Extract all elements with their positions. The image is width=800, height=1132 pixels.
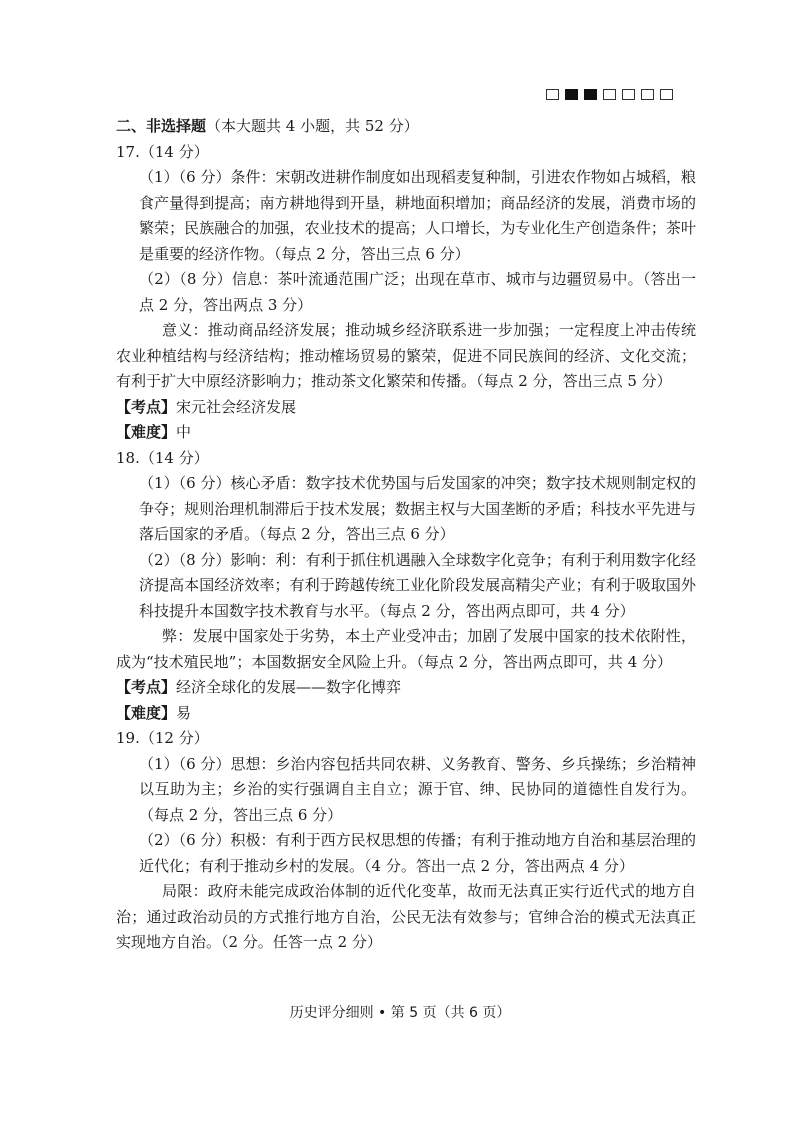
exam-point-label: 【考点】 — [116, 397, 177, 416]
question-18-part-1: （1）（6 分）核心矛盾：数字技术优势国与后发国家的冲突；数字技术规则制定权的争夺；规则治理机制滞后于技术发展；数据主权与大国垄断的矛盾；科技水平先进与落后国家的矛盾。（每点 2 分，答出三点 6 分） — [139, 474, 696, 543]
question-19-part-1: （1）（6 分）思想：乡治内容包括共同农耕、义务教育、警务、乡兵操练；乡治精神以互助为主；乡治的实行强调自主自立；源于官、绅、民协同的道德性自发行为。（每点 2 分，答出三点 6 分） — [139, 754, 696, 824]
page-position-marks — [546, 89, 673, 100]
section-title: 二、非选择题 — [116, 117, 207, 135]
position-mark — [622, 89, 635, 100]
question-17-part-2: （2）（8 分）信息：茶叶流通范围广泛；出现在草市、城市与边疆贸易中。（答出一点 2 分，答出两点 3 分） — [139, 270, 696, 314]
question-17-number: 17.（14 分） — [116, 142, 209, 161]
difficulty-label: 【难度】 — [116, 703, 177, 722]
exam-point-value: 经济全球化的发展——数字化博弈 — [176, 678, 402, 696]
section-heading — [116, 114, 696, 140]
question-18-disadvantages: 弊：发展中国家处于劣势，本土产业受冲击；加剧了发展中国家的技术依附性，成为“技术殖民地”；本国数据安全风险上升。（每点 2 分，答出两点即可，共 4 分） — [116, 627, 696, 671]
exam-point-label: 【考点】 — [116, 678, 177, 696]
question-18-difficulty — [116, 701, 696, 727]
question-18-exam-point — [116, 675, 696, 701]
question-19-number: 19.（12 分） — [116, 729, 209, 747]
section-note: （本大题共 4 小题，共 52 分） — [206, 117, 419, 135]
question-19-part-2: （2）（6 分）积极：有利于西方民权思想的传播；有利于推动地方自治和基层治理的近代化；有利于推动乡村的发展。（4 分。答出一点 2 分，答出两点 4 分） — [139, 831, 696, 875]
position-mark — [660, 89, 673, 100]
question-17-part-1: （1）（6 分）条件：宋朝改进耕作制度如出现稻麦复种制，引进农作物如占城稻，粮食产量得到提高；南方耕地得到开垦，耕地面积增加；商品经济的发展，消费市场的繁荣；民族融合的加强，农业技术的提高；人口增长，为专业化生产创造条件；茶叶是重要的经济作物。（每点 2 分，答出三点 6 分） — [139, 168, 696, 263]
difficulty-value: 中 — [176, 423, 192, 441]
question-17-exam-point — [116, 395, 696, 421]
question-19-limitations: 局限：政府未能完成政治体制的近代化变革，故而无法真正实行近代式的地方自治；通过政治动员的方式推行地方自治，公民无法有效参与；官绅合治的模式无法真正实现地方自治。（2 分。任答一点 2 分） — [116, 882, 696, 951]
question-17-significance: 意义：推动商品经济发展；推动城乡经济联系进一步加强；一定程度上冲击传统农业种植结构与经济结构；推动榷场贸易的繁荣，促进不同民族间的经济、文化交流；有利于扩大中原经济影响力；推动茶文化繁荣和传播。（每点 2 分，答出三点 5 分） — [116, 321, 696, 390]
position-mark-filled — [584, 89, 597, 100]
exam-point-value: 宋元社会经济发展 — [176, 397, 297, 416]
difficulty-label: 【难度】 — [116, 423, 177, 441]
position-mark — [641, 89, 654, 100]
question-17-difficulty — [116, 420, 696, 446]
position-mark-filled — [565, 89, 578, 100]
question-18-number: 18.（14 分） — [116, 448, 209, 467]
position-mark — [546, 89, 559, 100]
page-footer: 历史评分细则 • 第 5 页（共 6 页） — [289, 1005, 511, 1021]
answer-content — [116, 114, 696, 956]
question-18-part-2: （2）（8 分）影响：利：有利于抓住机遇融入全球数字化竞争；有利于利用数字化经济提高本国经济效率；有利于跨越传统工业化阶段发展高精尖产业；有利于吸取国外科技提升本国数字技术教育与水平。（每点 2 分，答出两点即可，共 4 分） — [139, 550, 696, 620]
difficulty-value: 易 — [176, 703, 192, 722]
position-mark — [603, 89, 616, 100]
